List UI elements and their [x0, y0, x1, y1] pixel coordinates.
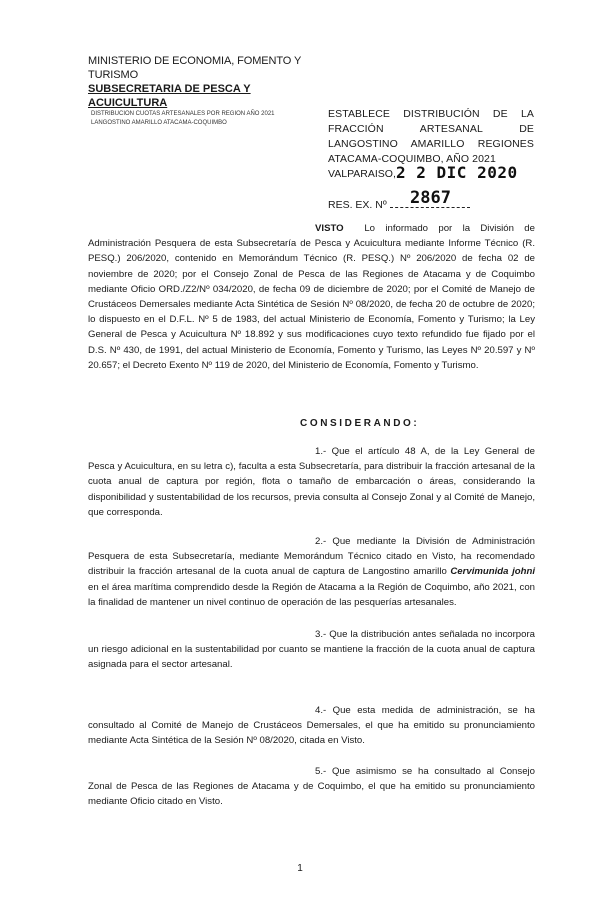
letterhead	[88, 54, 328, 128]
resolution-title: ESTABLECE DISTRIBUCIÓN DE LA FRACCIÓN ARTESANAL DE LANGOSTINO AMARILLO REGIONES ATACAMA-COQUIMBO, AÑO 2021	[328, 108, 534, 165]
res-label: RES. EX. Nº	[328, 199, 387, 211]
visto-keyword: VISTO	[315, 223, 344, 234]
considerando-3-text: 3.- Que la distribución antes señalada no incorpora un riesgo adicional en la sustentabilidad por cuanto se mantiene la fracción de la cuota anual de captura asignada para el sector artesanal.	[88, 629, 535, 671]
considerando-1	[88, 444, 535, 520]
considerando-4	[88, 703, 535, 749]
considerando-1-text: 1.- Que el artículo 48 A, de la Ley General de Pesca y Acuicultura, en su letra c), faculta a esta Subsecretaría, para distribuir la fracción artesanal de la cuota anual de captura por región, flota o tamaño de embarcación o áreas, considerando la disponibilidad y sustentabilidad de los recursos, previa consulta al Consejo Zonal y al Comité de Manejo, que corresponda.	[88, 446, 535, 518]
resolution-number-stamp: 2867	[410, 188, 451, 208]
ministry-name: MINISTERIO DE ECONOMIA, FOMENTO Y TURISMO	[88, 55, 302, 81]
considerando-5-text: 5.- Que asimismo se ha consultado al Consejo Zonal de Pesca de las Regiones de Atacama y de Coquimbo, el que ha emitido su pronunciamiento mediante Oficio citado en Visto.	[88, 766, 535, 808]
considerando-5	[88, 764, 535, 810]
considerando-2-text-a: 2.- Que mediante la División de Administración Pesquera de esta Subsecretaría, mediante Memorándum Técnico citado en Visto, ha recomendado distribuir la fracción artesanal de la cuota anual de captura de Langostino amarillo	[88, 536, 535, 578]
considerando-2-text-b: en el área marítima comprendido desde la Región de Atacama a la Región de Coquimbo, año 2021, con la finalidad de mantener un nivel continuo de operación de las pesquerías artesanales.	[88, 581, 535, 608]
place-label: VALPARAISO,	[328, 168, 396, 180]
visto-text: Lo informado por la División de Administración Pesquera de esta Subsecretaría de Pesca y Acuicultura mediante Informe Técnico (R. PESQ.) 206/2020, contenido en Memorándum Técnico (R. PESQ.) Nº 206/2020 de fecha 02 de noviembre de 2020; por el Consejo Zonal de Pesca de las Regiones de Atacama y de Coquimbo mediante Oficio ORD./Z2/Nº 034/2020, de fecha 09 de diciembre de 2020; por el Comité de Manejo de Crustáceos Demersales mediante Acta Sintética de Sesión Nº 08/2020, de fecha 20 de octubre de 2020; lo dispuesto en el D.F.L. Nº 5 de 1983, del actual Ministerio de Economía, Fomento y Turismo; la Ley General de Pesca y Acuicultura Nº 18.892 y sus modificaciones cuyo texto refundido fue fijado por el D.S. Nº 430, de 1991, del actual Ministerio de Economía, Fomento y Turismo, las Leyes Nº 20.597 y Nº 20.657; el Decreto Exento Nº 119 de 2020, del Ministerio de Economía, Fomento y Turismo.	[88, 223, 535, 371]
species-name: Cervimunida johni	[450, 566, 535, 578]
considerando-4-text: 4.- Que esta medida de administración, se ha consultado al Comité de Manejo de Crustáceos Demersales, el que ha emitido su pronunciamiento mediante Acta Sintética de la Sesión Nº 08/2020, citada en Visto.	[88, 705, 535, 747]
reference-line-2: LANGOSTINO AMARILLO ATACAMA-COQUIMBO	[91, 120, 227, 126]
date-stamp: 2 2 DIC 2020	[396, 163, 518, 182]
considerando-heading: CONSIDERANDO:	[300, 418, 420, 429]
subsecretaria-name: SUBSECRETARIA DE PESCA Y ACUICULTURA	[88, 83, 251, 109]
considerando-3	[88, 627, 535, 673]
considerando-2	[88, 534, 535, 610]
visto-section	[88, 221, 535, 373]
page-number: 1	[297, 863, 303, 874]
reference-line-1: DISTRIBUCION CUOTAS ARTESANALES POR REGION AÑO 2021	[91, 111, 275, 117]
